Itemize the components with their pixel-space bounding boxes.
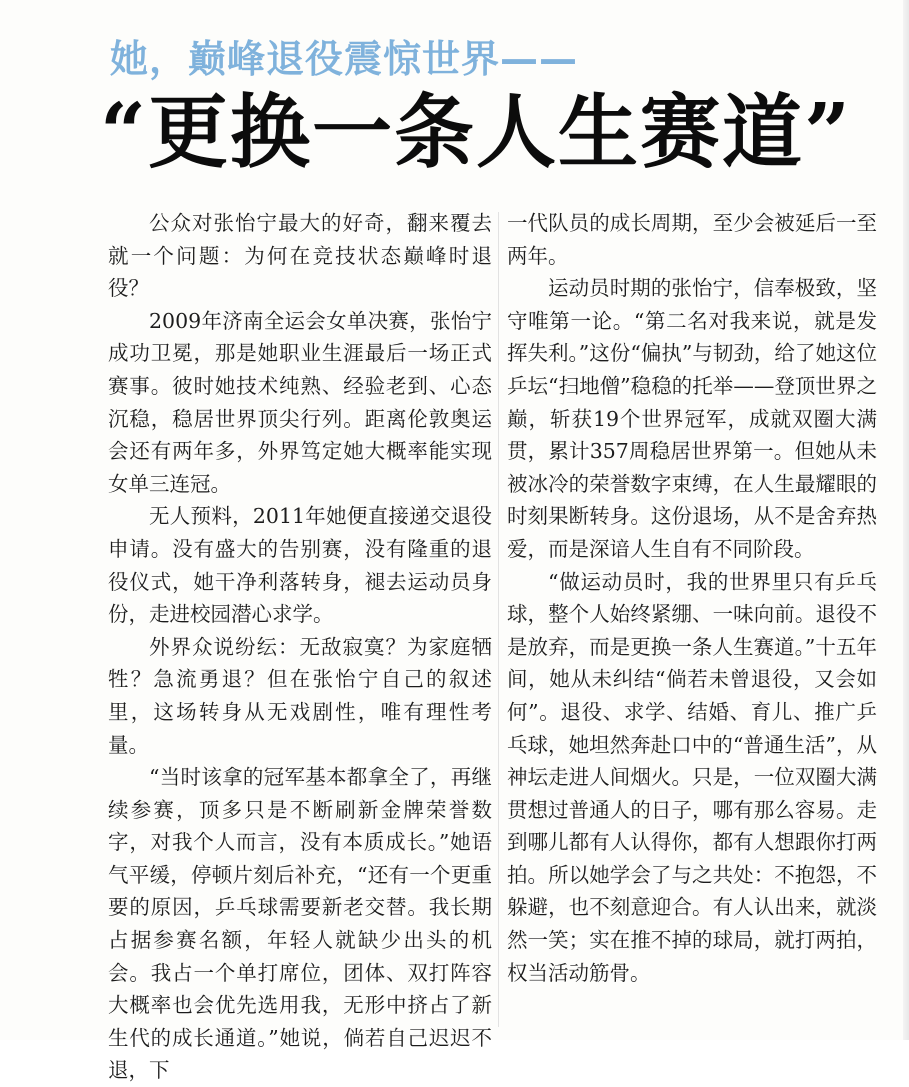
column-divider	[498, 212, 499, 1027]
paragraph: “做运动员时，我的世界里只有乒乓球，整个人始终紧绷、一味向前。退役不是放弃，而是更换一条人生赛道。”十五年间，她从未纠结“倘若未曾退役，又会如何”。退役、求学、结婚、育儿、推广乒乓球，她坦然奔赴口中的“普通生活”，从神坛走进人间烟火。只是，一位双圈大满贯想过普通人的日子，哪有那么容易。走到哪儿都有人认得你，都有人想跟你打两拍。所以她学会了与之共处：不抱怨，不躲避，也不刻意迎合。有人认出来，就淡然一笑；实在推不掉的球局，就打两拍，权当活动筋骨。	[507, 569, 877, 985]
left-column	[108, 207, 492, 1087]
paragraph: 无人预料，2011年她便直接递交退役申请。没有盛大的告别赛，没有隆重的退役仪式，她干净利落转身，褪去运动员身份，走进校园潜心求学。	[108, 504, 492, 627]
paragraph: “当时该拿的冠军基本都拿全了，再继续参赛，顶多只是不断刷新金牌荣誉数字，对我个人而言，没有本质成长。”她语气平缓，停顿片刻后补充，“还有一个更重要的原因，乒乓球需要新老交替。我长期占据参赛名额，年轻人就缺少出头的机会。我占一个单打席位，团体、双打阵容大概率也会优先选用我，无形中挤占了新生代的成长通道。”她说，倘若自己迟迟不退，下	[108, 765, 492, 1083]
headline: “更换一条人生赛道”	[100, 85, 853, 179]
right-column	[507, 207, 877, 989]
paragraph: 运动员时期的张怡宁，信奉极致，坚守唯第一论。“第二名对我来说，就是发挥失利。”这份“偏执”与韧劲，给了她这位乒坛“扫地僧”稳稳的托举——登顶世界之巅，斩获19个世界冠军，成就双圈大满贯，累计357周稳居世界第一。但她从未被冰冷的荣誉数字束缚，在人生最耀眼的时刻果断转身。这份退场，从不是舍弃热爱，而是深谙人生自有不同阶段。	[507, 276, 877, 561]
page-edge-shadow	[903, 0, 909, 1040]
paragraph: 公众对张怡宁最大的好奇，翻来覆去就一个问题：为何在竞技状态巅峰时退役？	[108, 211, 492, 301]
kicker-subtitle: 她，巅峰退役震惊世界——	[110, 37, 579, 81]
paragraph: 外界众说纷纭：无敌寂寞？为家庭牺牲？急流勇退？但在张怡宁自己的叙述里，这场转身从无戏剧性，唯有理性考量。	[108, 634, 492, 757]
paragraph: 一代队员的成长周期，至少会被延后一至两年。	[507, 211, 877, 268]
paragraph: 2009年济南全运会女单决赛，张怡宁成功卫冕，那是她职业生涯最后一场正式赛事。彼时她技术纯熟、经验老到、心态沉稳，稳居世界顶尖行列。距离伦敦奥运会还有两年多，外界笃定她大概率能实现女单三连冠。	[108, 308, 492, 496]
